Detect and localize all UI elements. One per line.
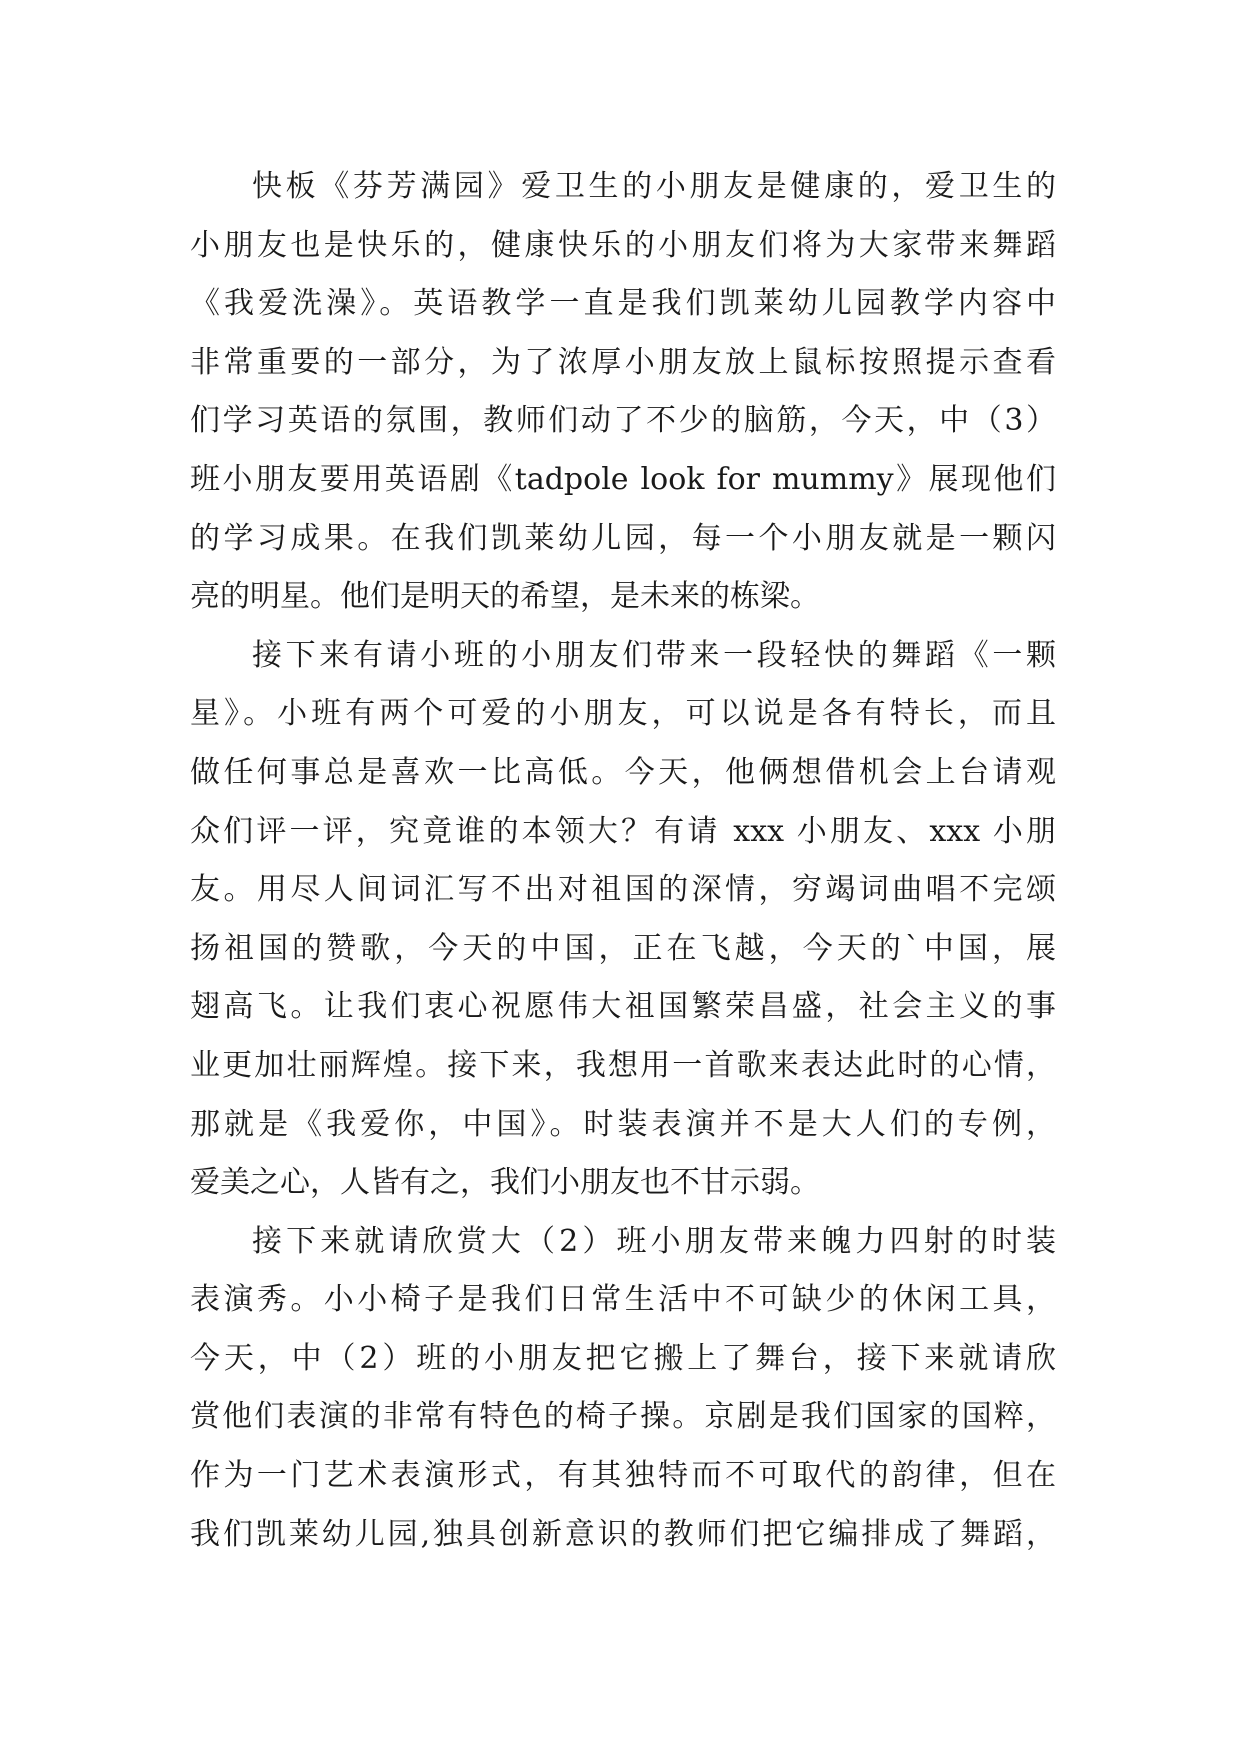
text-line: 班小朋友要用英语剧《tadpole look for mummy》展现他们 — [190, 461, 1056, 497]
text-line: 星》。小班有两个可爱的小朋友，可以说是各有特长，而且 — [190, 696, 1056, 732]
text-line: 接下来就请欣赏大（2）班小朋友带来魄力四射的时装 — [252, 1223, 1056, 1259]
text-line: 小朋友也是快乐的，健康快乐的小朋友们将为大家带来舞蹈 — [190, 227, 1056, 263]
text-line: 快板《芬芳满园》爱卫生的小朋友是健康的，爱卫生的 — [252, 169, 1056, 204]
paragraph-2 — [190, 627, 1056, 1213]
text-line: 众们评一评，究竟谁的本领大？有请 xxx 小朋友、xxx 小朋 — [190, 813, 1056, 849]
text-line: 友。用尽人间词汇写不出对祖国的深情，穷竭词曲唱不完颂 — [190, 872, 1056, 908]
text-line: 爱美之心，人皆有之，我们小朋友也不甘示弱。 — [190, 1165, 820, 1201]
paragraph-1 — [190, 158, 1056, 627]
paragraph-3 — [190, 1213, 1056, 1565]
text-line: 做任何事总是喜欢一比高低。今天，他俩想借机会上台请观 — [190, 754, 1056, 790]
text-line: 赏他们表演的非常有特色的椅子操。京剧是我们国家的国粹， — [190, 1399, 1056, 1435]
text-line: 扬祖国的赞歌，今天的中国，正在飞越，今天的`中国，展 — [190, 930, 1056, 966]
text-line: 的学习成果。在我们凯莱幼儿园，每一个小朋友就是一颗闪 — [190, 520, 1056, 556]
text-line: 翅高飞。让我们衷心祝愿伟大祖国繁荣昌盛，社会主义的事 — [190, 989, 1056, 1025]
text-line: 接下来有请小班的小朋友们带来一段轻快的舞蹈《一颗 — [252, 637, 1056, 673]
text-line: 作为一门艺术表演形式，有其独特而不可取代的韵律，但在 — [190, 1458, 1056, 1494]
text-line: 表演秀。小小椅子是我们日常生活中不可缺少的休闲工具， — [190, 1282, 1056, 1318]
text-line: 业更加壮丽辉煌。接下来，我想用一首歌来表达此时的心情， — [190, 1047, 1056, 1083]
text-line: 那就是《我爱你，中国》。时装表演并不是大人们的专例， — [190, 1106, 1056, 1142]
text-line: 非常重要的一部分，为了浓厚小朋友放上鼠标按照提示查看 — [190, 344, 1056, 380]
text-line: 《我爱洗澡》。英语教学一直是我们凯莱幼儿园教学内容中 — [190, 286, 1056, 322]
text-line: 我们凯莱幼儿园,独具创新意识的教师们把它编排成了舞蹈， — [190, 1516, 1056, 1552]
document-body — [190, 158, 1056, 1564]
text-line: 今天，中（2）班的小朋友把它搬上了舞台，接下来就请欣 — [190, 1340, 1056, 1376]
text-line: 们学习英语的氛围，教师们动了不少的脑筋，今天，中（3） — [190, 403, 1056, 439]
text-line: 亮的明星。他们是明天的希望，是未来的栋梁。 — [190, 579, 820, 615]
